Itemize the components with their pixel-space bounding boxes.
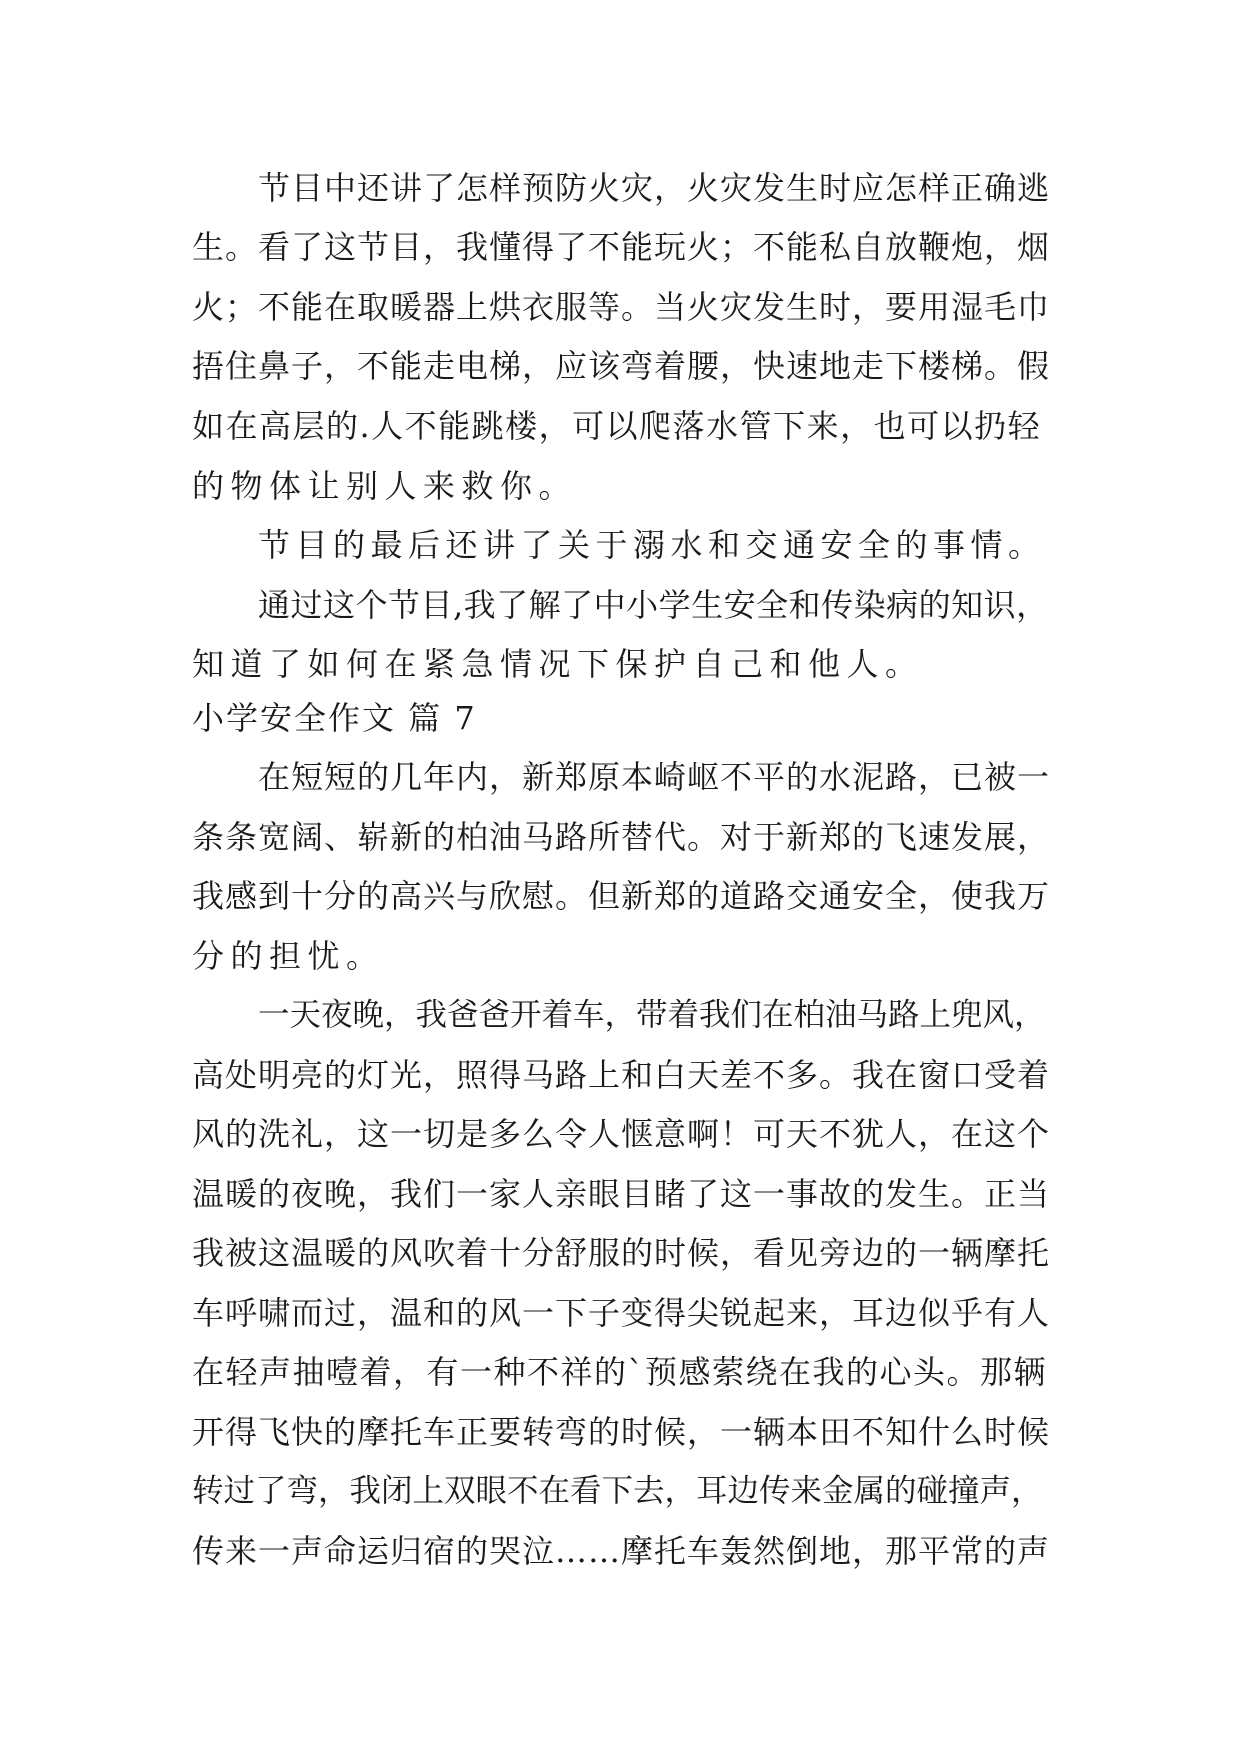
paragraph-line: 在轻声抽噎着，有一种不祥的`预感萦绕在我的心头。那辆 xyxy=(192,1353,1048,1391)
paragraph-line: 转过了弯，我闭上双眼不在看下去，耳边传来金属的碰撞声， xyxy=(192,1473,1043,1509)
paragraph-line: 在短短的几年内，新郑原本崎岖不平的水泥路，已被一 xyxy=(258,758,1051,796)
paragraph-line: 高处明亮的灯光，照得马路上和白天差不多。我在窗口受着 xyxy=(192,1056,1051,1094)
paragraph-line: 通过这个节目,我了解了中小学生安全和传染病的知识， xyxy=(258,586,1049,624)
paragraph-line: 捂住鼻子，不能走电梯，应该弯着腰，快速地走下楼梯。假 xyxy=(192,347,1051,385)
paragraph-line: 条条宽阔、崭新的柏油马路所替代。对于新郑的飞速发展， xyxy=(192,818,1051,856)
paragraph-line: 知道了如何在紧急情况下保护自己和他人。 xyxy=(192,645,924,683)
paragraph-line: 如在高层的.人不能跳楼，可以爬落水管下来，也可以扔轻 xyxy=(192,407,1042,445)
paragraph-line: 车呼啸而过，温和的风一下子变得尖锐起来，耳边似乎有人 xyxy=(192,1294,1051,1332)
paragraph-line: 风的洗礼，这一切是多么令人惬意啊！可天不犹人，在这个 xyxy=(192,1115,1051,1153)
paragraph-line: 传来一声命运归宿的哭泣……摩托车轰然倒地，那平常的声 xyxy=(192,1532,1051,1570)
paragraph-line: 一天夜晚，我爸爸开着车，带着我们在柏油马路上兜风， xyxy=(258,997,1046,1033)
paragraph-line: 火；不能在取暖器上烘衣服等。当火灾发生时，要用湿毛巾 xyxy=(192,288,1051,326)
paragraph-line: 分的担忧。 xyxy=(192,937,385,975)
paragraph-line: 我感到十分的高兴与欣慰。但新郑的道路交通安全，使我万 xyxy=(192,877,1051,915)
paragraph-line: 开得飞快的摩托车正要转弯的时候，一辆本田不知什么时候 xyxy=(192,1413,1051,1451)
paragraph-line: 的物体让别人来救你。 xyxy=(192,467,578,505)
paragraph-line: 节目中还讲了怎样预防火灾，火灾发生时应怎样正确逃 xyxy=(258,169,1051,207)
paragraph-line: 我被这温暖的风吹着十分舒服的时候，看见旁边的一辆摩托 xyxy=(192,1234,1051,1272)
paragraph-line: 节目的最后还讲了关于溺水和交通安全的事情。 xyxy=(258,526,1046,564)
section-heading: 小学安全作文 篇 7 xyxy=(192,699,477,737)
paragraph-line: 温暖的夜晚，我们一家人亲眼目睹了这一事故的发生。正当 xyxy=(192,1175,1051,1213)
paragraph-line: 生。看了这节目，我懂得了不能玩火；不能私自放鞭炮，烟 xyxy=(192,228,1051,266)
